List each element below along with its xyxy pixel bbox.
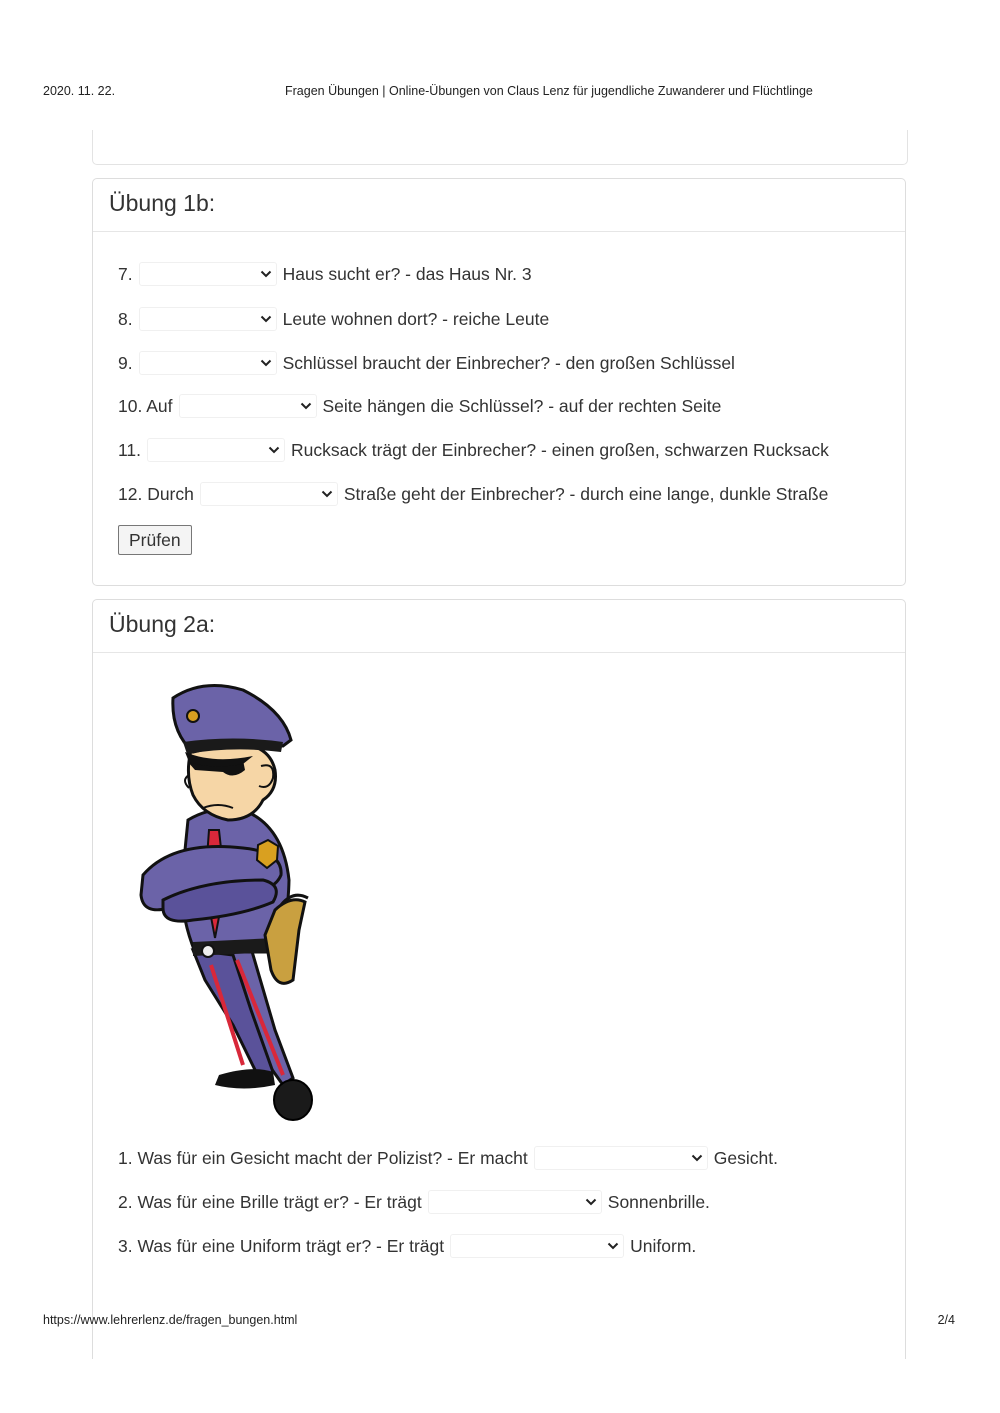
- answer-select[interactable]: [147, 438, 285, 462]
- chevron-down-icon: [585, 1198, 597, 1206]
- chevron-down-icon: [321, 490, 333, 498]
- check-button[interactable]: Prüfen: [118, 525, 192, 555]
- question-suffix: Gesicht.: [713, 1147, 778, 1168]
- exercise-1b-panel: [92, 178, 906, 586]
- question-suffix: Rucksack trägt der Einbrecher? - einen großen, schwarzen Rucksack: [291, 439, 829, 460]
- answer-select[interactable]: [534, 1146, 708, 1170]
- question-suffix: Sonnenbrille.: [607, 1191, 710, 1212]
- question-row: [118, 262, 532, 286]
- question-row: [118, 1146, 778, 1170]
- previous-panel-end: [92, 130, 908, 165]
- question-row: [118, 1190, 710, 1214]
- chevron-down-icon: [300, 402, 312, 410]
- question-row: [118, 482, 828, 506]
- question-row: [118, 351, 735, 375]
- question-prefix: 1. Was für ein Gesicht macht der Polizist? - Er macht: [118, 1147, 528, 1168]
- answer-select[interactable]: [179, 394, 317, 418]
- question-prefix: 11.: [118, 439, 142, 460]
- question-row: [118, 394, 721, 418]
- question-suffix: Seite hängen die Schlüssel? - auf der rechten Seite: [322, 395, 722, 416]
- question-prefix: 10. Auf: [118, 395, 173, 416]
- answer-select[interactable]: [200, 482, 338, 506]
- answer-select[interactable]: [428, 1190, 602, 1214]
- question-row: [118, 307, 549, 331]
- answer-select[interactable]: [139, 262, 277, 286]
- print-title: Fragen Übungen | Online-Übungen von Claus Lenz für jugendliche Zuwanderer und Flüchtlinge: [285, 84, 813, 98]
- question-prefix: 7.: [118, 263, 133, 284]
- question-suffix: Straße geht der Einbrecher? - durch eine lange, dunkle Straße: [343, 483, 829, 504]
- question-row: [118, 1234, 696, 1258]
- print-footer: [43, 1313, 955, 1327]
- exercise-1b-heading: Übung 1b:: [93, 179, 905, 232]
- chevron-down-icon: [260, 270, 272, 278]
- chevron-down-icon: [268, 446, 280, 454]
- police-officer-illustration: [133, 680, 333, 1125]
- exercise-2a-panel: [92, 599, 906, 1359]
- print-header: [43, 84, 955, 98]
- print-url: https://www.lehrerlenz.de/fragen_bungen.html: [43, 1313, 298, 1327]
- chevron-down-icon: [260, 315, 272, 323]
- print-date: 2020. 11. 22.: [43, 84, 116, 98]
- question-prefix: 3. Was für eine Uniform trägt er? - Er trägt: [118, 1235, 445, 1256]
- chevron-down-icon: [260, 359, 272, 367]
- answer-select[interactable]: [450, 1234, 624, 1258]
- question-suffix: Haus sucht er? - das Haus Nr. 3: [282, 263, 532, 284]
- answer-select[interactable]: [139, 351, 277, 375]
- question-prefix: 2. Was für eine Brille trägt er? - Er trägt: [118, 1191, 422, 1212]
- question-prefix: 8.: [118, 308, 133, 329]
- question-suffix: Leute wohnen dort? - reiche Leute: [282, 308, 550, 329]
- question-row: [118, 438, 829, 462]
- question-suffix: Uniform.: [630, 1235, 697, 1256]
- answer-select[interactable]: [139, 307, 277, 331]
- page-number: 2/4: [937, 1313, 955, 1327]
- chevron-down-icon: [607, 1242, 619, 1250]
- question-prefix: 9.: [118, 352, 133, 373]
- exercise-2a-heading: Übung 2a:: [93, 600, 905, 653]
- question-suffix: Schlüssel braucht der Einbrecher? - den großen Schlüssel: [282, 352, 735, 373]
- question-prefix: 12. Durch: [118, 483, 194, 504]
- chevron-down-icon: [691, 1154, 703, 1162]
